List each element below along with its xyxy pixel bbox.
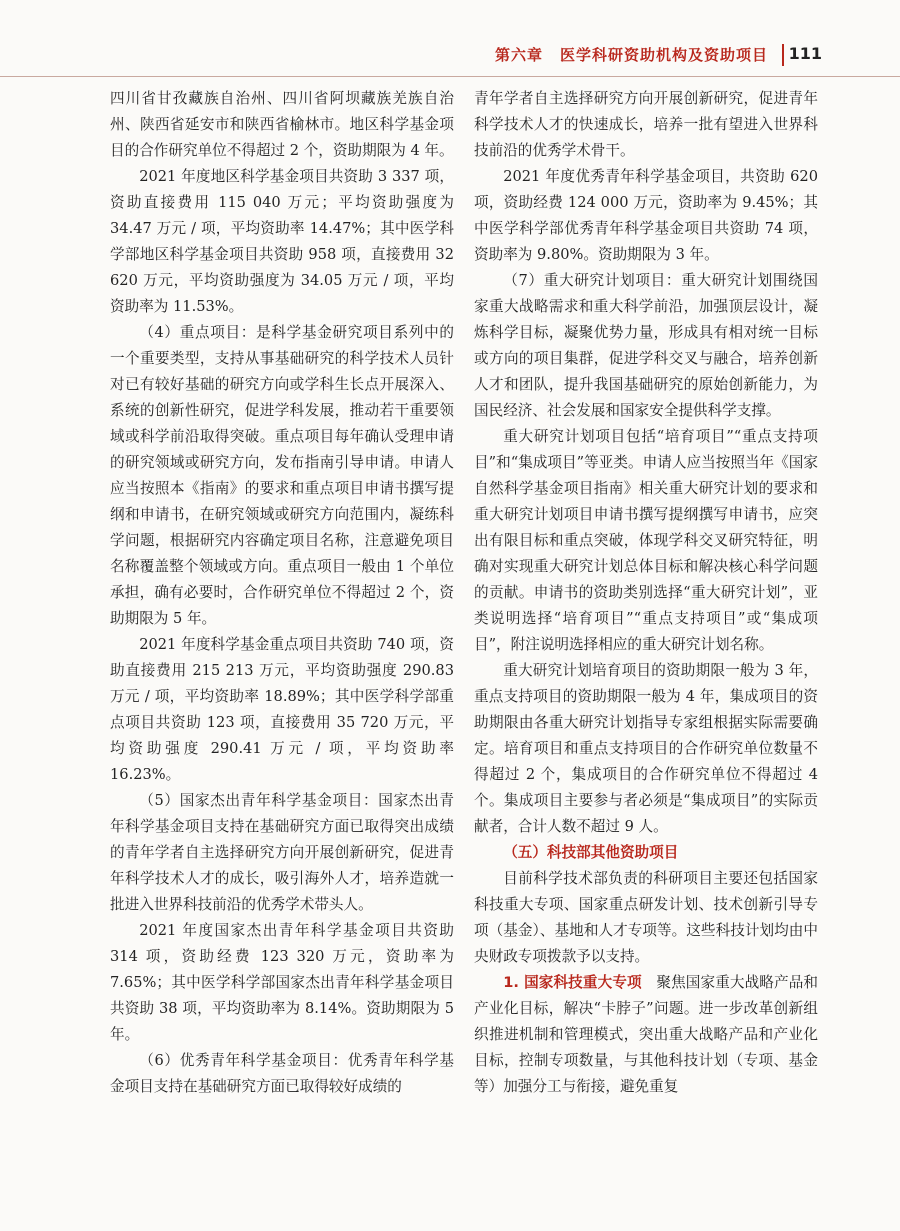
paragraph: 目前科学技术部负责的科研项目主要还包括国家科技重大专项、国家重点研发计划、技术创新引导专项（基金）、基地和人才专项等。这些科技计划均由中央财政专项拨款予以支持。	[474, 870, 818, 965]
page-number: 111	[788, 44, 822, 63]
chapter-title: 医学科研资助机构及资助项目	[559, 46, 768, 64]
paragraph: （5）国家杰出青年科学基金项目：国家杰出青年科学基金项目支持在基础研究方面已取得突出成绩的青年学者自主选择研究方向开展创新研究，促进青年科学技术人才的成长，吸引海外人才，培养造就一批进入世界科技前沿的优秀学术带头人。	[110, 792, 454, 913]
right-column	[474, 86, 818, 1100]
running-title	[495, 44, 768, 65]
paragraph: 2021 年度优秀青年科学基金项目，共资助 620 项，资助经费 124 000 万元，资助率为 9.45%；其中医学科学部优秀青年科学基金项目共资助 74 项，资助率为 9.80%。资助期限为 3 年。	[474, 168, 818, 263]
run-in-heading: 1. 国家科技重大专项	[503, 974, 642, 991]
paragraph: （6）优秀青年科学基金项目：优秀青年科学基金项目支持在基础研究方面已取得较好成绩的	[110, 1052, 454, 1095]
paragraph: 2021 年度国家杰出青年科学基金项目共资助 314 项，资助经费 123 320 万元，资助率为 7.65%；其中医学科学部国家杰出青年科学基金项目共资助 38 项，平均资助率为 8.14%。资助期限为 5 年。	[110, 922, 454, 1043]
paragraph: 青年学者自主选择研究方向开展创新研究，促进青年科学技术人才的快速成长，培养一批有望进入世界科技前沿的优秀学术骨干。	[474, 90, 818, 159]
left-column	[110, 86, 454, 1100]
run-in-text: 聚焦国家重大战略产品和产业化目标，解决“卡脖子”问题。进一步改革创新组织推进机制和管理模式，突出重大战略产品和产业化目标，控制专项数量，与其他科技计划（专项、基金等）加强分工与衔接，避免重复	[474, 974, 818, 1095]
paragraph: 2021 年度科学基金重点项目共资助 740 项，资助直接费用 215 213 万元，平均资助强度 290.83 万元 / 项，平均资助率 18.89%；其中医学科学部重点项目共资助 123 项，直接费用 35 720 万元，平均资助强度 290.41 万元 / 项，平均资助率 16.23%。	[110, 636, 454, 783]
paragraph: 重大研究计划项目包括“培育项目”“重点支持项目”和“集成项目”等亚类。申请人应当按照当年《国家自然科学基金项目指南》相关重大研究计划的要求和重大研究计划项目申请书撰写提纲撰写申请书，应突出有限目标和重点突破，体现学科交叉研究特征，明确对实现重大研究计划总体目标和解决核心科学问题的贡献。申请书的资助类别选择“重大研究计划”，亚类说明选择“培育项目”“重点支持项目”或“集成项目”，附注说明选择相应的重大研究计划名称。	[474, 428, 818, 653]
header-separator	[782, 44, 784, 66]
paragraph: （4）重点项目：是科学基金研究项目系列中的一个重要类型，支持从事基础研究的科学技术人员针对已有较好基础的研究方向或学科生长点开展深入、系统的创新性研究，促进学科发展，推动若干重要领域或科学前沿取得突破。重点项目每年确认受理申请的研究领域或研究方向，发布指南引导申请。申请人应当按照本《指南》的要求和重点项目申请书撰写提纲和申请书，在研究领域或研究方向范围内，凝练科学问题，根据研究内容确定项目名称，注意避免项目名称覆盖整个领域或方向。重点项目一般由 1 个单位承担，确有必要时，合作研究单位不得超过 2 个，资助期限为 5 年。	[110, 324, 454, 627]
chapter-label: 第六章	[494, 46, 543, 64]
paragraph: 四川省甘孜藏族自治州、四川省阿坝藏族羌族自治州、陕西省延安市和陕西省榆林市。地区科学基金项目的合作研究单位不得超过 2 个，资助期限为 4 年。	[110, 90, 454, 159]
paragraph: 重大研究计划培育项目的资助期限一般为 3 年，重点支持项目的资助期限一般为 4 年，集成项目的资助期限由各重大研究计划指导专家组根据实际需要确定。培育项目和重点支持项目的合作研究单位数量不得超过 2 个，集成项目的合作研究单位不得超过 4 个。集成项目主要参与者必须是“集成项目”的实际贡献者，合计人数不超过 9 人。	[474, 662, 818, 835]
paragraph: 2021 年度地区科学基金项目共资助 3 337 项，资助直接费用 115 040 万元；平均资助强度为 34.47 万元 / 项，平均资助率 14.47%；其中医学科学部地区科学基金项目共资助 958 项，直接费用 32 620 万元，平均资助强度为 34.05 万元 / 项，平均资助率为 11.53%。	[110, 168, 454, 315]
section-heading: （五）科技部其他资助项目	[503, 844, 679, 861]
page-header	[0, 0, 900, 80]
paragraph: （7）重大研究计划项目：重大研究计划围绕国家重大战略需求和重大科学前沿，加强顶层设计，凝炼科学目标，凝聚优势力量，形成具有相对统一目标或方向的项目集群，促进学科交叉与融合，培养创新人才和团队，提升我国基础研究的原始创新能力，为国民经济、社会发展和国家安全提供科学支撑。	[474, 272, 818, 419]
header-rule	[0, 76, 900, 77]
paragraph	[474, 970, 818, 1100]
